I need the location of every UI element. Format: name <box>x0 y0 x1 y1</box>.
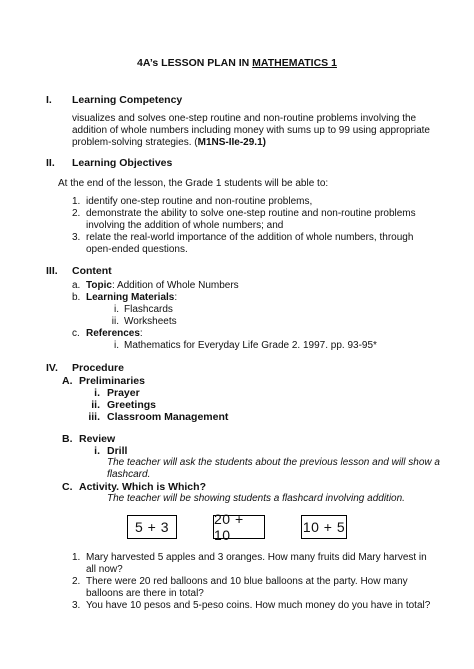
problem-3-num: 3. <box>72 600 81 611</box>
material-2-num: ii. <box>111 316 119 327</box>
title-prefix: 4A’s LESSON PLAN IN <box>137 57 253 69</box>
prelim-1-num: i. <box>94 387 100 399</box>
procedure-c-label: C. <box>62 481 73 493</box>
objectives-intro: At the end of the lesson, the Grade 1 students will be able to: <box>58 178 329 189</box>
prelim-2-num: ii. <box>91 399 100 411</box>
content-a-label: a. <box>72 280 81 291</box>
review-heading: Review <box>79 433 116 445</box>
section-1-numeral: I. <box>46 94 52 106</box>
topic-value: : Addition of Whole Numbers <box>111 280 239 291</box>
reference-1: Mathematics for Everyday Life Grade 2. 1997. pp. 93-95* <box>124 340 377 351</box>
reference-1-num: i. <box>114 340 119 351</box>
title-subject: MATHEMATICS 1 <box>252 57 337 69</box>
section-1-heading: Learning Competency <box>72 94 183 106</box>
procedure-a-label: A. <box>62 375 73 387</box>
competency-line-3 <box>72 137 266 149</box>
flashcard-3: 10 + 5 <box>301 515 347 539</box>
drill-note-line-2: flashcard. <box>107 469 151 480</box>
problem-2-line-2: balloons are there in total? <box>86 588 204 599</box>
competency-line-1: visualizes and solves one-step routine and non-routine problems involving the <box>72 113 417 124</box>
prelim-classroom-management: Classroom Management <box>107 411 229 423</box>
objective-2-line-2: involving the addition of whole numbers; and <box>86 220 284 231</box>
prelim-greetings: Greetings <box>107 399 157 411</box>
section-3-heading: Content <box>72 265 112 277</box>
document-title <box>0 57 474 69</box>
prelim-prayer: Prayer <box>107 387 140 399</box>
activity-note: The teacher will be showing students a flashcard involving addition. <box>107 493 405 504</box>
content-topic <box>86 280 239 292</box>
section-4-heading: Procedure <box>72 362 124 374</box>
objective-3-num: 3. <box>72 232 81 243</box>
materials-colon: : <box>174 292 178 303</box>
section-2-heading: Learning Objectives <box>72 157 173 169</box>
objective-3-line-1: relate the real-world importance of the addition of whole numbers, through <box>86 232 414 243</box>
objective-2-num: 2. <box>72 208 81 219</box>
competency-line-3-text: problem-solving strategies. ( <box>72 137 198 148</box>
review-1-num: i. <box>94 445 100 457</box>
content-references <box>86 328 143 340</box>
review-drill: Drill <box>107 445 128 457</box>
flashcard-2: 20 + 10 <box>213 515 265 539</box>
material-1: Flashcards <box>124 304 173 315</box>
objective-2-line-1: demonstrate the ability to solve one-step routine and non-routine problems <box>86 208 416 219</box>
objective-1-line-1: identify one-step routine and non-routine problems, <box>86 196 313 207</box>
problem-1-line-1: Mary harvested 5 apples and 3 oranges. How many fruits did Mary harvest in <box>86 552 427 563</box>
references-colon: : <box>139 328 143 339</box>
material-1-num: i. <box>114 304 119 315</box>
objective-1-num: 1. <box>72 196 81 207</box>
problem-2-line-1: There were 20 red balloons and 10 blue balloons at the party. How many <box>86 576 408 587</box>
content-c-label: c. <box>72 328 80 339</box>
problem-1-line-2: all now? <box>86 564 123 575</box>
competency-line-2: addition of whole numbers including money with sums up to 99 using appropriate <box>72 125 430 136</box>
references-label: References <box>86 328 140 339</box>
material-2: Worksheets <box>124 316 177 327</box>
problem-2-num: 2. <box>72 576 81 587</box>
problem-1-num: 1. <box>72 552 81 563</box>
flashcard-1: 5 + 3 <box>127 515 177 539</box>
content-b-label: b. <box>72 292 81 303</box>
preliminaries-heading: Preliminaries <box>79 375 145 387</box>
materials-label: Learning Materials <box>86 292 175 303</box>
section-3-numeral: III. <box>46 265 58 277</box>
section-4-numeral: IV. <box>46 362 58 374</box>
procedure-b-label: B. <box>62 433 73 445</box>
content-materials <box>86 292 177 304</box>
topic-label: Topic <box>86 280 112 291</box>
activity-heading: Activity. Which is Which? <box>79 481 206 493</box>
competency-code: M1NS-IIe-29.1) <box>197 137 266 148</box>
section-2-numeral: II. <box>46 157 55 169</box>
drill-note-line-1: The teacher will ask the students about the previous lesson and will show a <box>107 457 440 468</box>
prelim-3-num: iii. <box>88 411 100 423</box>
objective-3-line-2: open-ended questions. <box>86 244 188 255</box>
problem-3-line-1: You have 10 pesos and 5-peso coins. How much money do you have in total? <box>86 600 431 611</box>
